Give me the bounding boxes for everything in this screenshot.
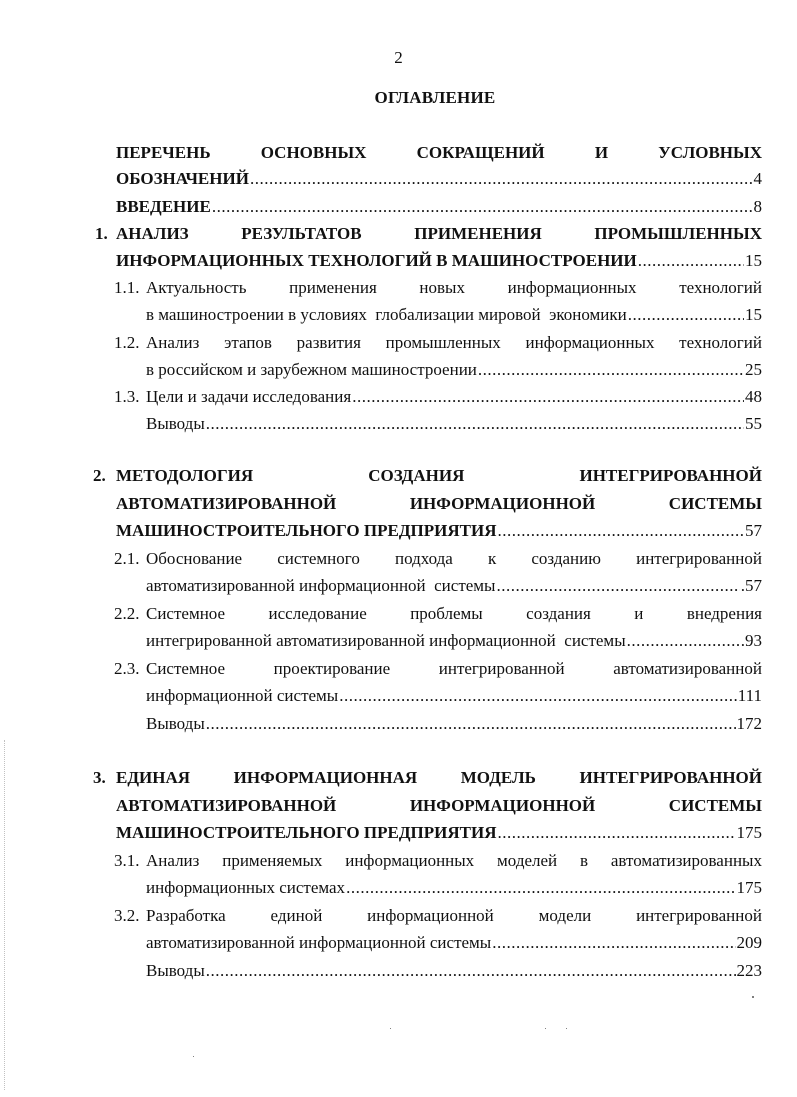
- toc-word: И: [594, 143, 609, 162]
- toc-word: технологий: [679, 278, 762, 297]
- toc-s21-line1: [146, 548, 762, 570]
- toc-s32-line2: [146, 932, 762, 954]
- dot-leader: [628, 304, 744, 326]
- toc-ch2-line3: [116, 520, 762, 542]
- toc-entry-label: Выводы: [146, 961, 205, 980]
- section-number: 1.3.: [114, 387, 140, 406]
- toc-s32-line1: [146, 905, 762, 927]
- toc-word: Системное: [146, 604, 226, 623]
- toc-ch3-conclusions: [146, 960, 762, 982]
- toc-word: информационной: [367, 906, 494, 925]
- dot-leader: [206, 713, 736, 735]
- toc-word: интегрированной: [438, 659, 565, 678]
- toc-entry-label: Выводы: [146, 714, 205, 733]
- toc-entry-label: автоматизированной информационной системы: [146, 933, 492, 952]
- toc-word: к: [487, 549, 497, 568]
- toc-word: АНАЛИЗ: [116, 224, 189, 243]
- toc-word: информационных: [507, 278, 637, 297]
- scan-speck: [390, 1028, 391, 1029]
- toc-page-number: 4: [753, 169, 762, 188]
- toc-word: информационных: [345, 851, 475, 870]
- toc-page-number: .93: [740, 631, 762, 650]
- toc-word: системного: [277, 549, 360, 568]
- toc-word: единой: [270, 906, 323, 925]
- toc-word: интегрированной: [636, 906, 762, 925]
- toc-s23-line2: [146, 685, 762, 707]
- toc-ch1-line1: [116, 223, 762, 245]
- toc-ch3-line2: [116, 795, 762, 817]
- toc-s13: [146, 386, 762, 408]
- toc-page-number: 175: [736, 878, 762, 897]
- chapter-number: 1.: [95, 224, 108, 243]
- toc-ch3-line3: [116, 822, 762, 844]
- toc-word: созданию: [531, 549, 601, 568]
- toc-ch1-conclusions: [146, 413, 762, 435]
- toc-page-number: 175: [736, 823, 762, 842]
- dot-leader: [497, 822, 735, 844]
- section-number: 3.2.: [114, 906, 140, 925]
- toc-page-number: 8: [753, 197, 762, 216]
- toc-word: технологий: [679, 333, 762, 352]
- toc-word: этапов: [224, 333, 272, 352]
- toc-entry-label: Выводы: [146, 414, 205, 433]
- scan-speck: [193, 1056, 194, 1057]
- toc-word: ОСНОВНЫХ: [260, 143, 367, 162]
- toc-entry-label: информационных системах: [146, 878, 346, 897]
- toc-page-number: 15: [745, 305, 762, 324]
- scan-speck: [545, 1028, 546, 1029]
- toc-word: модели: [538, 906, 592, 925]
- toc-word: и: [634, 604, 644, 623]
- toc-word: Обоснование: [146, 549, 243, 568]
- toc-s11-line1: [146, 277, 762, 299]
- toc-abbrev-line1: [116, 142, 762, 164]
- toc-word: ИНФОРМАЦИОННОЙ: [409, 796, 596, 815]
- toc-word: Разработка: [146, 906, 226, 925]
- toc-s22-line1: [146, 603, 762, 625]
- toc-abbrev-line2: [116, 168, 762, 190]
- toc-ch2-conclusions: [146, 713, 762, 735]
- toc-entry-label: ВВЕДЕНИЕ: [116, 197, 211, 216]
- toc-s31-line2: [146, 877, 762, 899]
- chapter-number: 2.: [93, 466, 106, 485]
- toc-ch3-line1: [116, 767, 762, 789]
- toc-page-number: 57: [745, 521, 762, 540]
- toc-word: новых: [419, 278, 465, 297]
- dot-leader: [497, 520, 744, 542]
- toc-entry-label: Цели и задачи исследования: [146, 387, 352, 406]
- toc-word: УСЛОВНЫХ: [658, 143, 762, 162]
- toc-word: РЕЗУЛЬТАТОВ: [241, 224, 362, 243]
- toc-word: автоматизированной: [613, 659, 762, 678]
- scan-speck: [566, 1028, 567, 1029]
- toc-page-number: 172: [736, 714, 762, 733]
- toc-word: применения: [289, 278, 377, 297]
- toc-s31-line1: [146, 850, 762, 872]
- toc-word: ПРОМЫШЛЕННЫХ: [594, 224, 762, 243]
- toc-word: ПРИМЕНЕНИЯ: [414, 224, 542, 243]
- toc-page-number: 25: [745, 360, 762, 379]
- toc-word: ЕДИНАЯ: [116, 768, 191, 787]
- dot-leader: [339, 685, 732, 707]
- dot-leader: [496, 575, 739, 597]
- dot-leader: [346, 877, 735, 899]
- dot-leader: [492, 932, 735, 954]
- toc-entry-label: интегрированной автоматизированной информационной системы: [146, 631, 626, 650]
- scan-margin-artifact: [4, 740, 13, 1090]
- toc-entry-label: в российском и зарубежном машиностроении: [146, 360, 477, 379]
- toc-page-number: .57: [740, 576, 762, 595]
- toc-s23-line1: [146, 658, 762, 680]
- toc-word: ПЕРЕЧЕНЬ: [116, 143, 211, 162]
- section-number: 1.1.: [114, 278, 140, 297]
- toc-word: подхода: [394, 549, 453, 568]
- toc-word: ИНФОРМАЦИОННОЙ: [409, 494, 596, 513]
- toc-intro: [116, 196, 762, 218]
- toc-word: ИНФОРМАЦИОННАЯ: [233, 768, 418, 787]
- dot-leader: [352, 386, 744, 408]
- toc-s12-line2: [146, 359, 762, 381]
- page-number: 2: [394, 48, 403, 67]
- toc-s11-line2: [146, 304, 762, 326]
- toc-ch2-line2: [116, 493, 762, 515]
- toc-word: внедрения: [686, 604, 762, 623]
- toc-ch2-line1: [116, 465, 762, 487]
- toc-word: развития: [296, 333, 361, 352]
- toc-word: АВТОМАТИЗИРОВАННОЙ: [116, 494, 337, 513]
- toc-word: МЕТОДОЛОГИЯ: [116, 466, 254, 485]
- toc-page-number: 223: [736, 961, 762, 980]
- toc-word: СИСТЕМЫ: [668, 796, 762, 815]
- dot-leader: [638, 250, 744, 272]
- chapter-number: 3.: [93, 768, 106, 787]
- toc-page-number: 55: [745, 414, 762, 433]
- page-title: ОГЛАВЛЕНИЕ: [374, 88, 496, 107]
- toc-ch1-line2: [116, 250, 762, 272]
- toc-word: в: [580, 851, 589, 870]
- toc-word: информационных: [525, 333, 655, 352]
- toc-word: создания: [526, 604, 591, 623]
- dot-leader: [250, 168, 753, 190]
- dot-leader: [206, 960, 736, 982]
- toc-word: Системное: [146, 659, 226, 678]
- toc-s12-line1: [146, 332, 762, 354]
- toc-word: проблемы: [410, 604, 483, 623]
- section-number: 1.2.: [114, 333, 140, 352]
- toc-entry-label: информационной системы: [146, 686, 339, 705]
- dot-leader: [212, 196, 753, 218]
- toc-word: ИНТЕГРИРОВАННОЙ: [579, 768, 762, 787]
- toc-page-number: 48: [745, 387, 762, 406]
- toc-page-number: 15: [745, 251, 762, 270]
- toc-word: СОКРАЩЕНИЙ: [416, 143, 545, 162]
- toc-entry-label: МАШИНОСТРОИТЕЛЬНОГО ПРЕДПРИЯТИЯ: [116, 521, 497, 540]
- dot-leader: [478, 359, 744, 381]
- toc-page-number: .111: [733, 686, 762, 705]
- section-number: 2.1.: [114, 549, 140, 568]
- toc-word: Актуальность: [146, 278, 247, 297]
- section-number: 2.3.: [114, 659, 140, 678]
- toc-word: СОЗДАНИЯ: [368, 466, 465, 485]
- toc-word: промышленных: [385, 333, 501, 352]
- toc-s22-line2: [146, 630, 762, 652]
- toc-word: автоматизированных: [610, 851, 762, 870]
- dot-leader: [206, 413, 744, 435]
- toc-word: АВТОМАТИЗИРОВАННОЙ: [116, 796, 337, 815]
- toc-word: проектирование: [273, 659, 391, 678]
- toc-entry-label: ОБОЗНАЧЕНИЙ: [116, 169, 249, 188]
- toc-word: МОДЕЛЬ: [460, 768, 536, 787]
- dot-leader: [627, 630, 740, 652]
- section-number: 3.1.: [114, 851, 140, 870]
- toc-entry-label: в машиностроении в условиях глобализации мировой экономики: [146, 305, 627, 324]
- toc-word: моделей: [497, 851, 558, 870]
- toc-entry-label: МАШИНОСТРОИТЕЛЬНОГО ПРЕДПРИЯТИЯ: [116, 823, 497, 842]
- toc-word: применяемых: [222, 851, 323, 870]
- toc-word: ИНТЕГРИРОВАННОЙ: [579, 466, 762, 485]
- toc-word: Анализ: [146, 333, 200, 352]
- section-number: 2.2.: [114, 604, 140, 623]
- toc-entry-label: ИНФОРМАЦИОННЫХ ТЕХНОЛОГИЙ В МАШИНОСТРОЕНИИ: [116, 251, 637, 270]
- toc-word: Анализ: [146, 851, 200, 870]
- scan-speck: [752, 996, 754, 998]
- toc-entry-label: автоматизированной информационной системы: [146, 576, 496, 595]
- toc-word: интегрированной: [636, 549, 762, 568]
- toc-page-number: 209: [736, 933, 762, 952]
- toc-word: СИСТЕМЫ: [668, 494, 762, 513]
- toc-s21-line2: [146, 575, 762, 597]
- toc-word: исследование: [268, 604, 367, 623]
